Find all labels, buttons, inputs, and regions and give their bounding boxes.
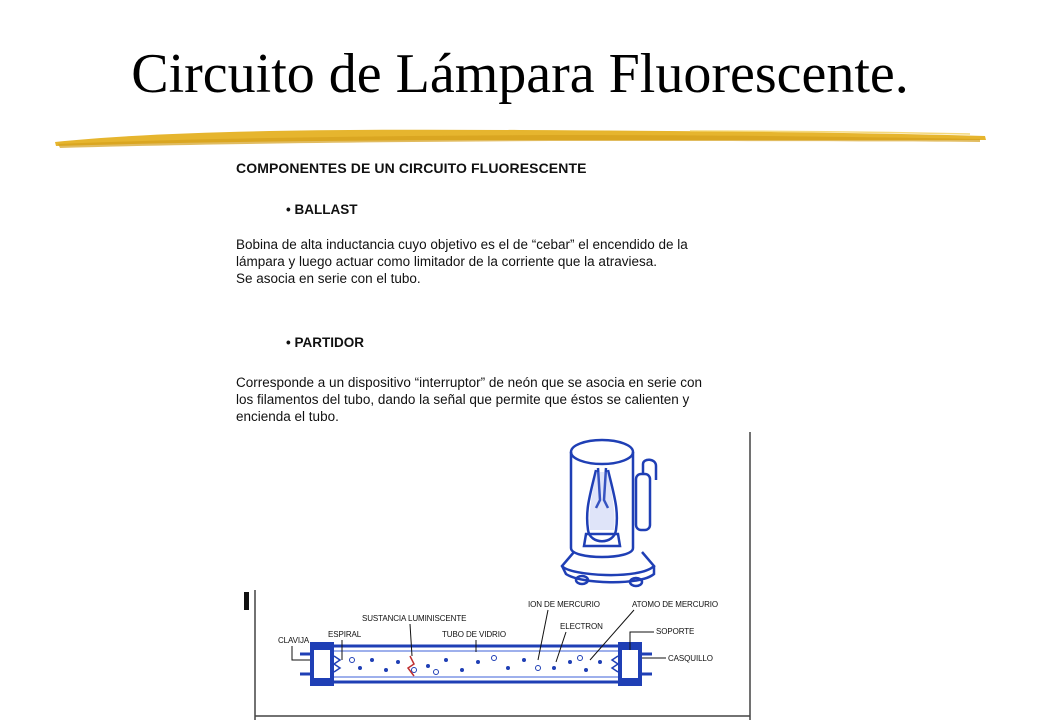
partidor-heading: • PARTIDOR [286,335,364,350]
tube-particle [568,660,572,664]
tube-luminescent-coating-squiggle [408,656,414,676]
tube-cap-right-inner [622,650,638,678]
tube-inner-coating [322,651,630,677]
tube-particle [358,666,362,670]
tube-filament-left [334,656,340,672]
callout-line-electron [556,632,566,662]
slide-title: Circuito de Lámpara Fluorescente. [131,43,909,105]
title-underline-stroke [50,120,990,160]
label-atomo-de-mercurio: ATOMO DE MERCURIO [632,600,719,609]
scan-mark [244,592,249,610]
ballast-line: Se asocia en serie con el tubo. [236,271,421,286]
tube-cap-right [618,642,642,686]
tube-particle [370,658,374,662]
callout-line-sustancia [410,624,412,656]
tube [300,642,652,686]
ballast-line: lámpara y luego actuar como limitador de la corriente que la atraviesa. [236,254,657,269]
callout-line-soporte [630,632,654,650]
label-clavija: CLAVIJA [278,636,310,645]
tube-mercury-atom [434,670,439,675]
ballast-description [236,236,816,287]
tube-mercury-atom [412,668,417,673]
tube-cap-left [310,642,334,686]
tube-mercury-atom [536,666,541,671]
label-sustancia-luminiscente: SUSTANCIA LUMINISCENTE [362,614,467,623]
callout-line-clavija [292,646,310,660]
label-espiral: ESPIRAL [328,630,362,639]
starter-electrode-left [596,468,600,508]
tube-particle [522,658,526,662]
document-heading: COMPONENTES DE UN CIRCUITO FLUORESCENTE [236,160,587,176]
tube-mercury-atom [492,656,497,661]
tube-outer-glass [317,646,635,682]
tube-particle [598,660,602,664]
ballast-heading: • BALLAST [286,202,358,217]
starter-can-top [571,440,633,464]
starter-bulb-base [584,534,620,546]
starter-base-rim [562,566,654,582]
tube-particle [552,666,556,670]
tube-particle [396,660,400,664]
starter-glow [589,472,614,530]
partidor-line: los filamentos del tubo, dando la señal que permite que éstos se calienten y [236,392,690,407]
tube-mercury-atoms [350,656,583,675]
tube-cap-left-inner [314,650,330,678]
label-casquillo: CASQUILLO [668,654,713,663]
tube-particle [584,668,588,672]
label-soporte: SOPORTE [656,627,695,636]
label-tubo-de-vidrio: TUBO DE VIDRIO [442,630,506,639]
tube-particle [444,658,448,662]
partidor-line: encienda el tubo. [236,409,339,424]
starter-glass-bulb [587,470,617,541]
starter-illustration [562,440,656,586]
starter-foot-right [630,578,642,586]
starter-base-plate [562,552,654,575]
tube-particle [384,668,388,672]
tube-mercury-atom [578,656,583,661]
callout-line-atomo-mercurio [590,610,634,660]
callout-line-ion-mercurio [538,610,548,660]
starter-capacitor [636,474,650,530]
ballast-line: Bobina de alta inductancia cuyo objetivo es el de “cebar” el encendido de la [236,237,688,252]
partidor-line: Corresponde a un dispositivo “interruptor” de neón que se asocia en serie con [236,375,703,390]
tube-particle [476,660,480,664]
label-electron: ELECTRON [560,622,603,631]
tube-particle [506,666,510,670]
tube-particles [358,658,602,672]
partidor-description [236,374,816,425]
starter-can-body [571,452,633,557]
tube-filament-right [612,656,618,672]
starter-electrode-right [604,468,608,508]
starter-foot-left [576,576,588,584]
label-ion-de-mercurio: ION DE MERCURIO [528,600,600,609]
tube-particle [426,664,430,668]
tube-mercury-atom [350,658,355,663]
starter-capacitor-lead [643,460,656,480]
tube-particle [460,668,464,672]
